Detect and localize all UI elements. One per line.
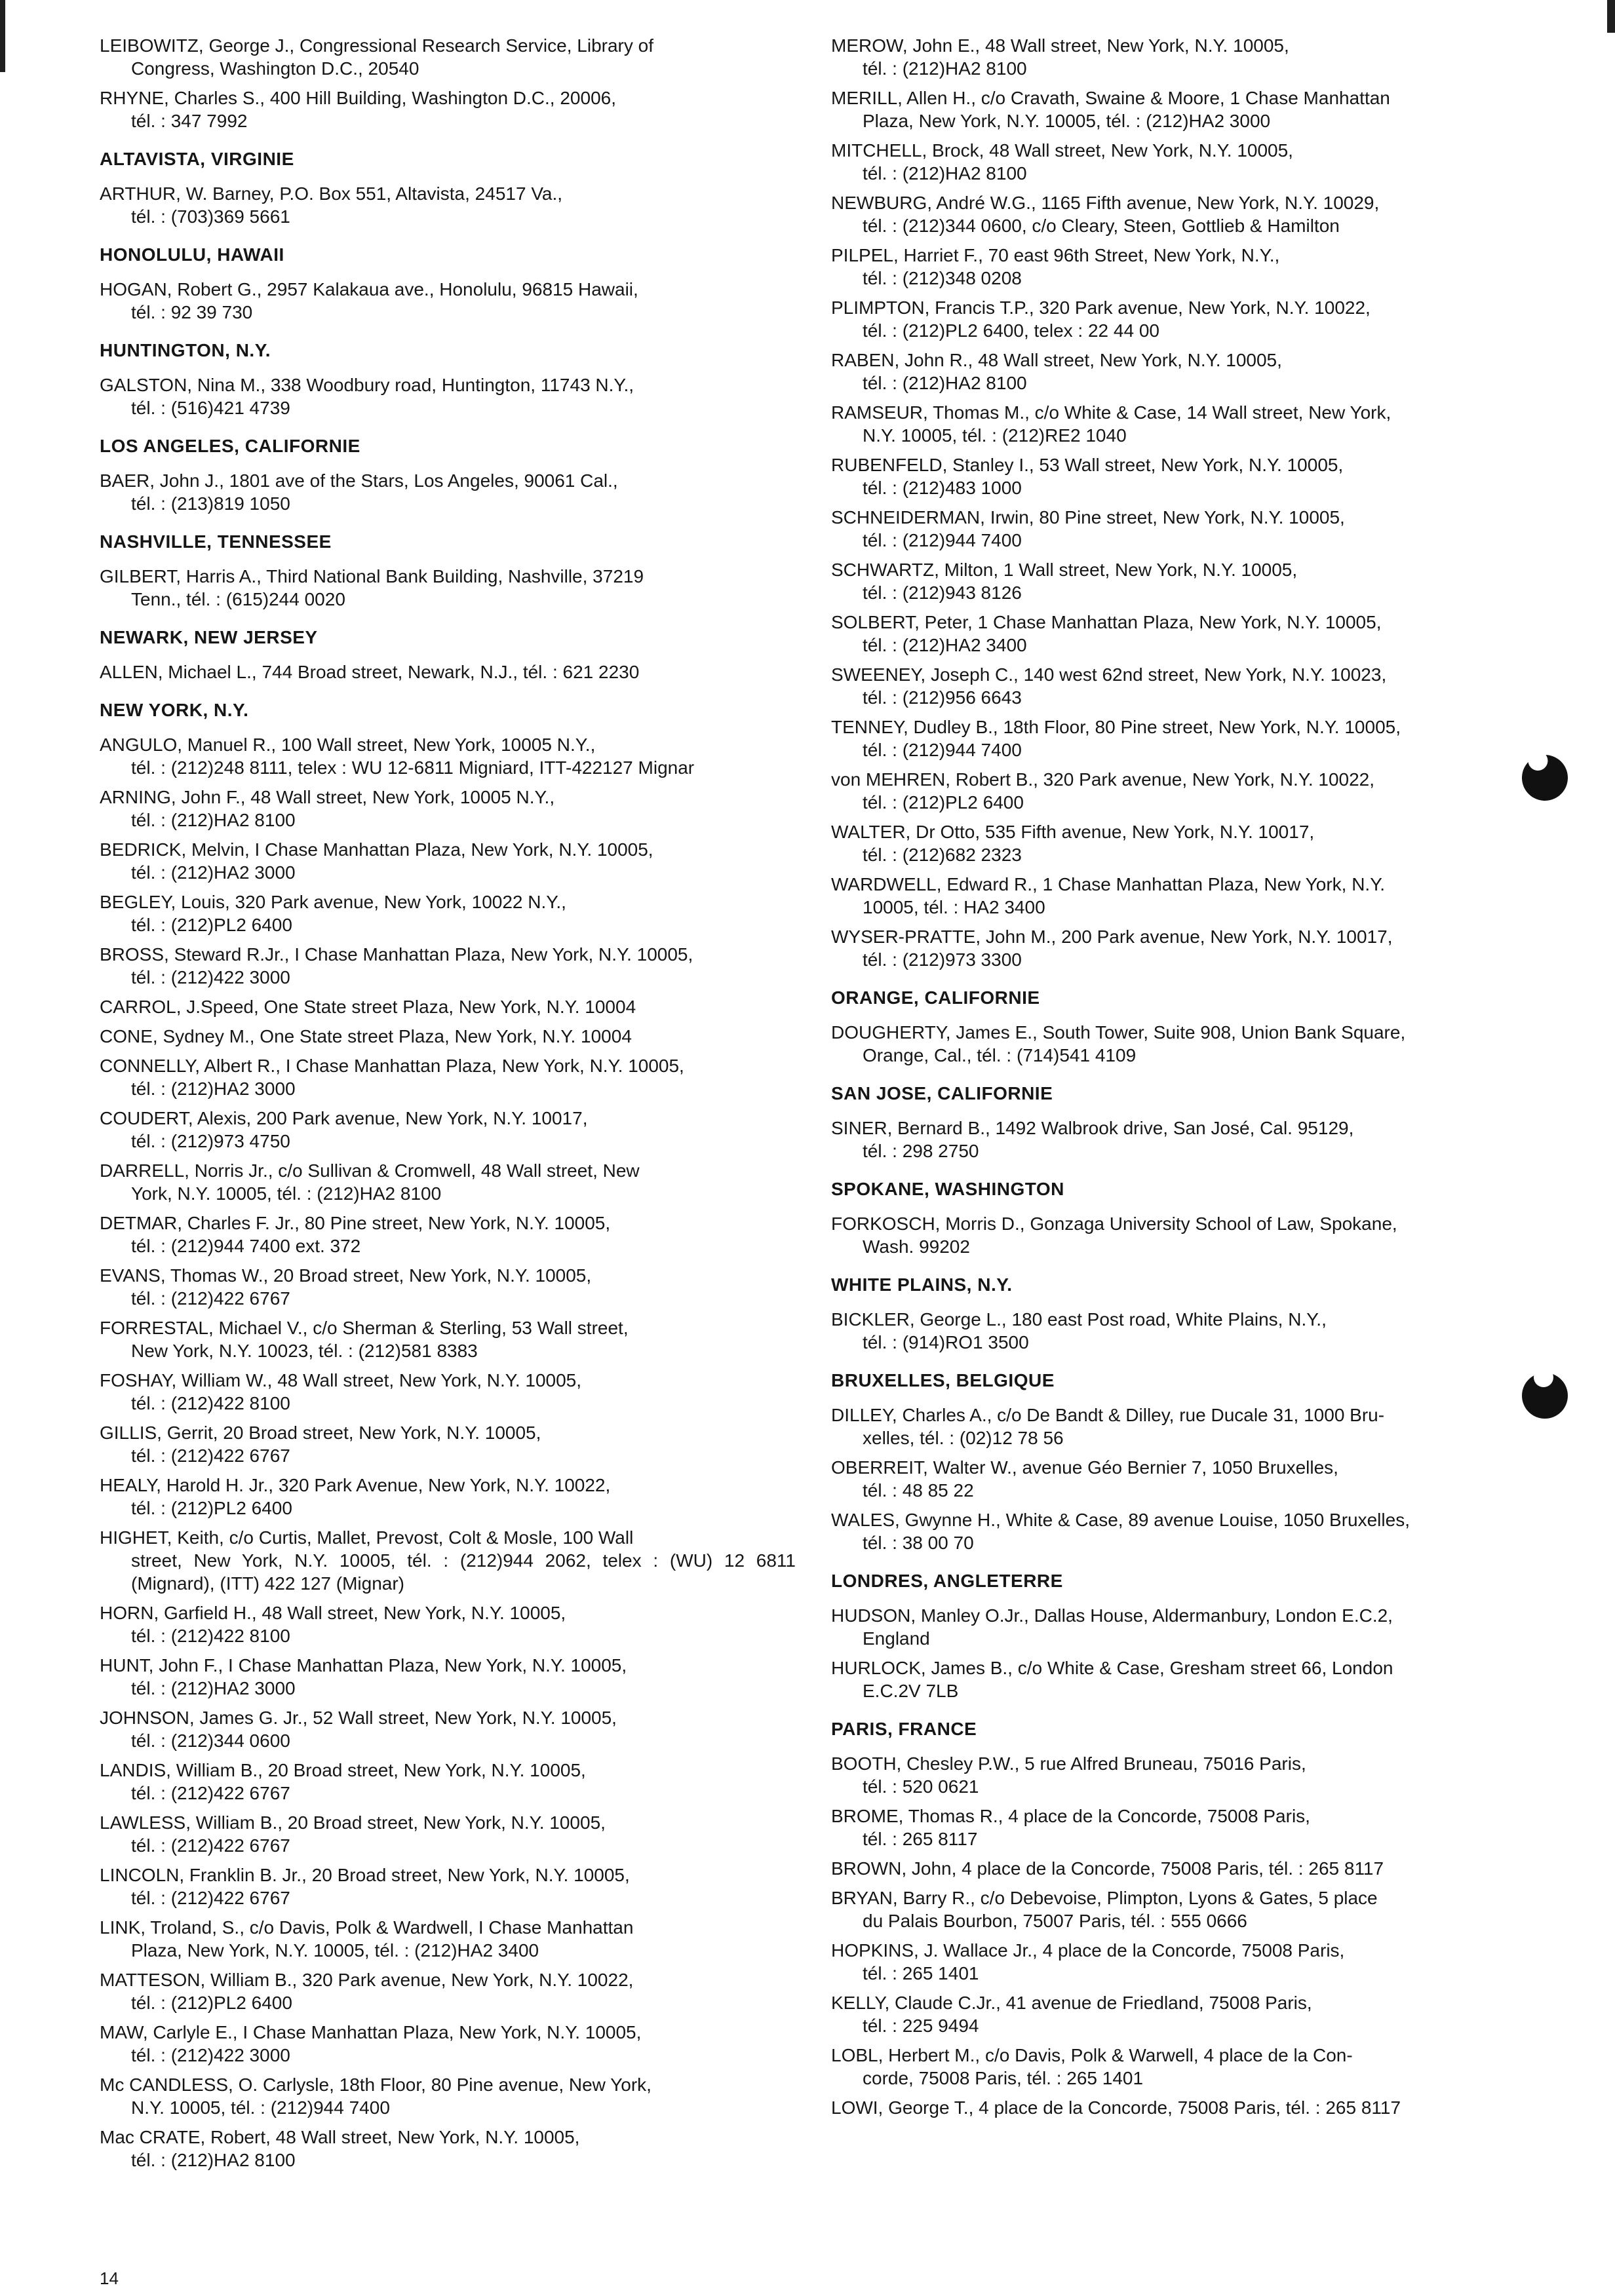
entry-name-line: Mac CRATE, Robert, 48 Wall street, New York, N.Y. 10005, xyxy=(100,2127,580,2147)
directory-entry xyxy=(100,1369,796,1415)
entry-name-line: SWEENEY, Joseph C., 140 west 62nd street, New York, N.Y. 10023, xyxy=(831,664,1387,685)
directory-entry xyxy=(100,373,796,419)
directory-entry xyxy=(831,1021,1534,1067)
entry-name-line: HOGAN, Robert G., 2957 Kalakaua ave., Honolulu, 96815 Hawaii, xyxy=(100,279,638,299)
directory-entry xyxy=(831,86,1534,132)
section-heading: NEWARK, NEW JERSEY xyxy=(100,627,318,647)
entry-continuation-line: tél. : (212)422 6767 xyxy=(131,1445,290,1466)
entry-continuation-line: Orange, Cal., tél. : (714)541 4109 xyxy=(863,1045,1137,1065)
directory-entry xyxy=(831,558,1534,604)
directory-entry xyxy=(831,1212,1534,1258)
entry-continuation-line: tél. : 92 39 730 xyxy=(131,302,253,322)
section-heading: NEW YORK, N.Y. xyxy=(100,700,249,720)
entry-continuation-line: tél. : (212)422 8100 xyxy=(131,1393,290,1413)
directory-entry xyxy=(100,995,796,1018)
entry-continuation-line: tél. : (212)956 6643 xyxy=(863,687,1022,708)
directory-entry xyxy=(100,1968,796,2014)
entry-continuation-line: tél. : 265 1401 xyxy=(863,1963,979,1983)
directory-entry xyxy=(831,611,1534,657)
section-heading: PARIS, FRANCE xyxy=(831,1719,977,1739)
entry-continuation-line: tél. : (212)PL2 6400 xyxy=(131,915,292,935)
directory-entry xyxy=(100,1654,796,1700)
entry-name-line: COUDERT, Alexis, 200 Park avenue, New York, N.Y. 10017, xyxy=(100,1108,588,1128)
directory-entry xyxy=(100,1916,796,1962)
entry-name-line: HORN, Garfield H., 48 Wall street, New York, N.Y. 10005, xyxy=(100,1603,566,1623)
directory-entry xyxy=(831,1508,1534,1554)
entry-name-line: BOOTH, Chesley P.W., 5 rue Alfred Bruneau, 75016 Paris, xyxy=(831,1753,1306,1774)
entry-continuation-line: tél. : (213)819 1050 xyxy=(131,493,290,514)
entry-continuation-line: tél. : (212)HA2 3000 xyxy=(131,862,296,883)
directory-entry xyxy=(100,1159,796,1205)
directory-entry xyxy=(831,873,1534,919)
entry-continuation-line: tél. : (212)HA2 8100 xyxy=(131,810,296,830)
entry-name-line: HURLOCK, James B., c/o White & Case, Gresham street 66, London xyxy=(831,1658,1393,1678)
entry-name-line: ARNING, John F., 48 Wall street, New York, 10005 N.Y., xyxy=(100,787,555,807)
directory-entry xyxy=(831,2096,1534,2119)
directory-entry xyxy=(831,1656,1534,1702)
directory-entry xyxy=(831,401,1534,447)
entry-name-line: JOHNSON, James G. Jr., 52 Wall street, New York, N.Y. 10005, xyxy=(100,1708,617,1728)
right-column xyxy=(831,34,1534,2126)
entry-continuation-line: tél. : (212)HA2 3000 xyxy=(131,1678,296,1698)
entry-continuation-line: tél. : (212)422 3000 xyxy=(131,2045,290,2065)
entry-name-line: CARROL, J.Speed, One State street Plaza, New York, N.Y. 10004 xyxy=(100,997,636,1017)
entry-continuation-line: tél. : (212)422 6767 xyxy=(131,1835,290,1856)
left-column xyxy=(100,34,796,2178)
directory-entry xyxy=(831,663,1534,709)
entry-name-line: BROSS, Steward R.Jr., I Chase Manhattan Plaza, New York, N.Y. 10005, xyxy=(100,944,693,965)
directory-entry xyxy=(100,1421,796,1467)
entry-name-line: BEGLEY, Louis, 320 Park avenue, New York, 10022 N.Y., xyxy=(100,892,566,912)
directory-entry xyxy=(100,86,796,132)
directory-entry xyxy=(831,1805,1534,1850)
entry-continuation-line: 10005, tél. : HA2 3400 xyxy=(863,897,1045,917)
section-heading: BRUXELLES, BELGIQUE xyxy=(831,1370,1055,1390)
entry-name-line: DILLEY, Charles A., c/o De Bandt & Dilley, rue Ducale 31, 1000 Bru- xyxy=(831,1405,1385,1425)
entry-name-line: GILBERT, Harris A., Third National Bank Building, Nashville, 37219 xyxy=(100,566,644,586)
entry-continuation-line: tél. : (212)HA2 8100 xyxy=(863,58,1027,79)
directory-entry xyxy=(100,943,796,989)
entry-continuation-line: Tenn., tél. : (615)244 0020 xyxy=(131,589,345,609)
entry-continuation-line: tél. : (212)422 6767 xyxy=(131,1888,290,1908)
directory-entry xyxy=(831,1991,1534,2037)
entry-name-line: HOPKINS, J. Wallace Jr., 4 place de la Concorde, 75008 Paris, xyxy=(831,1940,1345,1961)
entry-name-line: MERILL, Allen H., c/o Cravath, Swaine & Moore, 1 Chase Manhattan xyxy=(831,88,1390,108)
directory-entry xyxy=(100,1601,796,1647)
directory-entry xyxy=(100,34,796,80)
entry-name-line: GILLIS, Gerrit, 20 Broad street, New York, N.Y. 10005, xyxy=(100,1423,541,1443)
entry-name-line: NEWBURG, André W.G., 1165 Fifth avenue, New York, N.Y. 10029, xyxy=(831,193,1380,213)
entry-name-line: DOUGHERTY, James E., South Tower, Suite 908, Union Bank Square, xyxy=(831,1022,1406,1043)
entry-continuation-line: tél. : (212)344 0600 xyxy=(131,1731,290,1751)
entry-name-line: WARDWELL, Edward R., 1 Chase Manhattan Plaza, New York, N.Y. xyxy=(831,874,1386,894)
entry-continuation-line: tél. : (212)944 7400 xyxy=(863,530,1022,550)
entry-name-line: CONNELLY, Albert R., I Chase Manhattan Plaza, New York, N.Y. 10005, xyxy=(100,1056,684,1076)
entry-continuation-line: tél. : (212)483 1000 xyxy=(863,478,1022,498)
entry-continuation-line: xelles, tél. : (02)12 78 56 xyxy=(863,1428,1064,1448)
directory-entry xyxy=(831,1456,1534,1502)
directory-entry xyxy=(831,925,1534,971)
entry-continuation-line: tél. : (212)HA2 8100 xyxy=(863,373,1027,393)
directory-entry xyxy=(100,1864,796,1909)
entry-continuation-line: du Palais Bourbon, 75007 Paris, tél. : 555 0666 xyxy=(863,1911,1247,1931)
directory-entry xyxy=(831,1604,1534,1650)
entry-name-line: RAMSEUR, Thomas M., c/o White & Case, 14 Wall street, New York, xyxy=(831,402,1391,423)
directory-entry xyxy=(831,296,1534,342)
directory-entry xyxy=(100,786,796,832)
directory-entry xyxy=(100,182,796,228)
entry-name-line: LANDIS, William B., 20 Broad street, New York, N.Y. 10005, xyxy=(100,1760,586,1780)
directory-entry xyxy=(100,1811,796,1857)
entry-name-line: FORRESTAL, Michael V., c/o Sherman & Sterling, 53 Wall street, xyxy=(100,1318,629,1338)
entry-name-line: LEIBOWITZ, George J., Congressional Research Service, Library of xyxy=(100,35,653,56)
entry-name-line: SCHNEIDERMAN, Irwin, 80 Pine street, New York, N.Y. 10005, xyxy=(831,507,1345,527)
entry-continuation-line: England xyxy=(863,1628,930,1649)
entry-continuation-line: tél. : (212)HA2 8100 xyxy=(863,163,1027,183)
entry-continuation-line: tél. : (212)248 8111, telex : WU 12-6811 Migniard, ITT-422127 Mignar xyxy=(131,757,695,778)
entry-continuation-line: tél. : (212)422 8100 xyxy=(131,1626,290,1646)
entry-continuation-line: tél. : 347 7992 xyxy=(131,111,248,131)
entry-name-line: TENNEY, Dudley B., 18th Floor, 80 Pine street, New York, N.Y. 10005, xyxy=(831,717,1401,737)
directory-entry xyxy=(831,1939,1534,1985)
directory-entry xyxy=(831,1857,1534,1880)
entry-continuation-line: Congress, Washington D.C., 20540 xyxy=(131,58,419,79)
entry-name-line: HUDSON, Manley O.Jr., Dallas House, Aldermanbury, London E.C.2, xyxy=(831,1605,1393,1626)
directory-entry xyxy=(831,506,1534,552)
entry-name-line: ARTHUR, W. Barney, P.O. Box 551, Altavista, 24517 Va., xyxy=(100,183,563,204)
directory-entry xyxy=(100,2126,796,2172)
entry-name-line: HEALY, Harold H. Jr., 320 Park Avenue, New York, N.Y. 10022, xyxy=(100,1475,611,1495)
entry-continuation-line: tél. : (212)HA2 3000 xyxy=(131,1079,296,1099)
directory-entry xyxy=(100,838,796,884)
entry-name-line: BROWN, John, 4 place de la Concorde, 75008 Paris, tél. : 265 8117 xyxy=(831,1858,1384,1879)
entry-name-line: FORKOSCH, Morris D., Gonzaga University School of Law, Spokane, xyxy=(831,1214,1397,1234)
entry-continuation-line: York, N.Y. 10005, tél. : (212)HA2 8100 xyxy=(131,1183,442,1204)
entry-name-line: WALES, Gwynne H., White & Case, 89 avenue Louise, 1050 Bruxelles, xyxy=(831,1510,1410,1530)
entry-name-line: LAWLESS, William B., 20 Broad street, New York, N.Y. 10005, xyxy=(100,1812,606,1833)
entry-name-line: MATTESON, William B., 320 Park avenue, New York, N.Y. 10022, xyxy=(100,1970,634,1990)
entry-continuation-line: New York, N.Y. 10023, tél. : (212)581 8383 xyxy=(131,1341,478,1361)
directory-entry xyxy=(100,278,796,324)
entry-continuation-line: tél. : (703)369 5661 xyxy=(131,206,290,227)
entry-name-line: KELLY, Claude C.Jr., 41 avenue de Friedland, 75008 Paris, xyxy=(831,1993,1312,2013)
entry-continuation-line: Plaza, New York, N.Y. 10005, tél. : (212)HA2 3000 xyxy=(863,111,1271,131)
entry-continuation-line: N.Y. 10005, tél. : (212)RE2 1040 xyxy=(863,425,1127,446)
entry-name-line: Mc CANDLESS, O. Carlysle, 18th Floor, 80 Pine avenue, New York, xyxy=(100,2075,652,2095)
entry-name-line: LOBL, Herbert M., c/o Davis, Polk & Warwell, 4 place de la Con- xyxy=(831,2045,1353,2065)
entry-name-line: ALLEN, Michael L., 744 Broad street, Newark, N.J., tél. : 621 2230 xyxy=(100,662,640,682)
entry-name-line: WALTER, Dr Otto, 535 Fifth avenue, New York, N.Y. 10017, xyxy=(831,822,1315,842)
entry-continuation-line: tél. : (212)PL2 6400 xyxy=(131,1498,292,1518)
entry-continuation-line: tél. : 265 8117 xyxy=(863,1829,978,1849)
directory-entry xyxy=(831,2044,1534,2090)
entry-name-line: LINCOLN, Franklin B. Jr., 20 Broad street, New York, N.Y. 10005, xyxy=(100,1865,630,1885)
entry-name-line: BRYAN, Barry R., c/o Debevoise, Plimpton, Lyons & Gates, 5 place xyxy=(831,1888,1378,1908)
entry-name-line: RABEN, John R., 48 Wall street, New York, N.Y. 10005, xyxy=(831,350,1282,370)
entry-name-line: LINK, Troland, S., c/o Davis, Polk & Wardwell, I Chase Manhattan xyxy=(100,1917,634,1938)
directory-entry xyxy=(831,820,1534,866)
directory-entry xyxy=(100,1316,796,1362)
entry-name-line: ANGULO, Manuel R., 100 Wall street, New York, 10005 N.Y., xyxy=(100,735,596,755)
directory-entry xyxy=(831,768,1534,814)
entry-name-line: MEROW, John E., 48 Wall street, New York, N.Y. 10005, xyxy=(831,35,1289,56)
entry-name-line: LOWI, George T., 4 place de la Concorde, 75008 Paris, tél. : 265 8117 xyxy=(831,2097,1401,2118)
entry-continuation-line: tél. : (212)HA2 3400 xyxy=(863,635,1027,655)
entry-continuation-line: tél. : (212)943 8126 xyxy=(863,583,1022,603)
entry-continuation-line: E.C.2V 7LB xyxy=(863,1681,959,1701)
entry-name-line: SOLBERT, Peter, 1 Chase Manhattan Plaza, New York, N.Y. 10005, xyxy=(831,612,1382,632)
entry-continuation-line: Wash. 99202 xyxy=(863,1236,970,1257)
directory-entry xyxy=(831,139,1534,185)
entry-name-line: BEDRICK, Melvin, I Chase Manhattan Plaza, New York, N.Y. 10005, xyxy=(100,839,653,860)
entry-continuation-line: tél. : (212)944 7400 xyxy=(863,740,1022,760)
directory-entry xyxy=(831,244,1534,290)
entry-continuation-line: N.Y. 10005, tél. : (212)944 7400 xyxy=(131,2097,390,2118)
entry-continuation-line: tél. : (212)PL2 6400, telex : 22 44 00 xyxy=(863,320,1159,341)
entry-name-line: HUNT, John F., I Chase Manhattan Plaza, New York, N.Y. 10005, xyxy=(100,1655,627,1675)
entry-continuation-line: tél. : (516)421 4739 xyxy=(131,398,290,418)
section-heading: ALTAVISTA, VIRGINIE xyxy=(100,149,294,169)
entry-continuation-line: tél. : (212)422 6767 xyxy=(131,1783,290,1803)
directory-entry xyxy=(831,453,1534,499)
directory-entry xyxy=(100,1474,796,1520)
entry-name-line: RUBENFELD, Stanley I., 53 Wall street, New York, N.Y. 10005, xyxy=(831,455,1344,475)
entry-continuation-line: tél. : (212)973 4750 xyxy=(131,1131,290,1151)
section-heading: HONOLULU, HAWAII xyxy=(100,244,284,265)
directory-entry xyxy=(831,716,1534,761)
entry-name-line: PLIMPTON, Francis T.P., 320 Park avenue, New York, N.Y. 10022, xyxy=(831,297,1371,318)
entry-name-line: MAW, Carlyle E., I Chase Manhattan Plaza, New York, N.Y. 10005, xyxy=(100,2022,642,2042)
directory-entry xyxy=(100,1212,796,1257)
directory-entry xyxy=(100,1054,796,1100)
directory-entry xyxy=(100,469,796,515)
directory-entry xyxy=(831,191,1534,237)
entry-continuation-line: tél. : 225 9494 xyxy=(863,2016,979,2036)
entry-continuation-line: tél. : (212)PL2 6400 xyxy=(863,792,1024,813)
section-heading: ORANGE, CALIFORNIE xyxy=(831,987,1040,1008)
section-heading: NASHVILLE, TENNESSEE xyxy=(100,531,332,552)
entry-continuation-line: tél. : (212)PL2 6400 xyxy=(131,1993,292,2013)
section-heading: LOS ANGELES, CALIFORNIE xyxy=(100,436,360,456)
section-heading: SPOKANE, WASHINGTON xyxy=(831,1179,1064,1199)
entry-name-line: CONE, Sydney M., One State street Plaza, New York, N.Y. 10004 xyxy=(100,1026,632,1046)
entry-name-line: FOSHAY, William W., 48 Wall street, New York, N.Y. 10005, xyxy=(100,1370,582,1390)
entry-continuation-line: tél. : (212)HA2 8100 xyxy=(131,2150,296,2170)
entry-name-line: BICKLER, George L., 180 east Post road, White Plains, N.Y., xyxy=(831,1309,1327,1330)
directory-entry xyxy=(100,1759,796,1805)
entry-continuation-line: tél. : (212)348 0208 xyxy=(863,268,1022,288)
entry-name-line: MITCHELL, Brock, 48 Wall street, New York, N.Y. 10005, xyxy=(831,140,1293,161)
entry-continuation-line: tél. : (212)973 3300 xyxy=(863,949,1022,970)
entry-name-line: von MEHREN, Robert B., 320 Park avenue, New York, N.Y. 10022, xyxy=(831,769,1375,790)
entry-continuation-line: corde, 75008 Paris, tél. : 265 1401 xyxy=(863,2068,1144,2088)
entry-continuation-line: tél. : 520 0621 xyxy=(863,1776,979,1797)
entry-name-line: DARRELL, Norris Jr., c/o Sullivan & Cromwell, 48 Wall street, New xyxy=(100,1160,640,1181)
entry-continuation-line: tél. : (212)944 7400 ext. 372 xyxy=(131,1236,361,1256)
section-heading: LONDRES, ANGLETERRE xyxy=(831,1571,1063,1591)
directory-entry xyxy=(831,1117,1534,1162)
entry-name-line: PILPEL, Harriet F., 70 east 96th Street, New York, N.Y., xyxy=(831,245,1280,265)
directory-entry xyxy=(831,34,1534,80)
directory-entry xyxy=(831,1308,1534,1354)
entry-continuation-line: tél. : (212)422 3000 xyxy=(131,967,290,987)
entry-name-line: GALSTON, Nina M., 338 Woodbury road, Huntington, 11743 N.Y., xyxy=(100,375,634,395)
entry-continuation-line: tél. : 48 85 22 xyxy=(863,1480,974,1501)
directory-entry xyxy=(100,1107,796,1153)
directory-entry xyxy=(100,1025,796,1048)
entry-continuation-line: street, New York, N.Y. 10005, tél. : (212)944 2062, telex : (WU) 12 6811 (Mignard), (ITT) 422 127 (Mignar) xyxy=(131,1550,796,1594)
entry-name-line: RHYNE, Charles S., 400 Hill Building, Washington D.C., 20006, xyxy=(100,88,616,108)
entry-name-line: DETMAR, Charles F. Jr., 80 Pine street, New York, N.Y. 10005, xyxy=(100,1213,611,1233)
directory-entry xyxy=(100,1706,796,1752)
entry-name-line: WYSER-PRATTE, John M., 200 Park avenue, New York, N.Y. 10017, xyxy=(831,927,1393,947)
entry-name-line: HIGHET, Keith, c/o Curtis, Mallet, Prevost, Colt & Mosle, 100 Wall xyxy=(100,1527,634,1548)
entry-name-line: EVANS, Thomas W., 20 Broad street, New York, N.Y. 10005, xyxy=(100,1265,592,1286)
section-heading: HUNTINGTON, N.Y. xyxy=(100,340,271,360)
directory-entry xyxy=(831,1752,1534,1798)
entry-continuation-line: tél. : (212)682 2323 xyxy=(863,845,1022,865)
entry-name-line: SCHWARTZ, Milton, 1 Wall street, New York, N.Y. 10005, xyxy=(831,560,1298,580)
entry-continuation-line: tél. : 298 2750 xyxy=(863,1141,979,1161)
section-heading: WHITE PLAINS, N.Y. xyxy=(831,1274,1013,1295)
directory-entry xyxy=(831,349,1534,394)
directory-entry xyxy=(100,565,796,611)
directory-entry xyxy=(100,2073,796,2119)
directory-entry xyxy=(100,660,796,683)
entry-name-line: OBERREIT, Walter W., avenue Géo Bernier 7, 1050 Bruxelles, xyxy=(831,1457,1338,1478)
entry-name-line: BROME, Thomas R., 4 place de la Concorde, 75008 Paris, xyxy=(831,1806,1310,1826)
directory-entry xyxy=(100,2021,796,2067)
scan-edge-left xyxy=(0,0,5,72)
entry-continuation-line: tél. : (212)422 6767 xyxy=(131,1288,290,1309)
directory-entry xyxy=(100,733,796,779)
entry-continuation-line: tél. : (914)RO1 3500 xyxy=(863,1332,1029,1352)
directory-entry xyxy=(831,1886,1534,1932)
directory-entry xyxy=(831,1404,1534,1449)
entry-name-line: SINER, Bernard B., 1492 Walbrook drive, San José, Cal. 95129, xyxy=(831,1118,1354,1138)
scan-edge-right xyxy=(1607,0,1615,33)
page-number: 14 xyxy=(100,2268,119,2288)
entry-continuation-line: tél. : (212)344 0600, c/o Cleary, Steen, Gottlieb & Hamilton xyxy=(863,216,1340,236)
directory-entry xyxy=(100,1526,796,1595)
entry-name-line: BAER, John J., 1801 ave of the Stars, Los Angeles, 90061 Cal., xyxy=(100,470,618,491)
section-heading: SAN JOSE, CALIFORNIE xyxy=(831,1083,1053,1103)
directory-entry xyxy=(100,890,796,936)
entry-continuation-line: Plaza, New York, N.Y. 10005, tél. : (212)HA2 3400 xyxy=(131,1940,539,1961)
directory-entry xyxy=(100,1264,796,1310)
entry-continuation-line: tél. : 38 00 70 xyxy=(863,1533,974,1553)
punch-hole-mark xyxy=(1522,1373,1568,1419)
